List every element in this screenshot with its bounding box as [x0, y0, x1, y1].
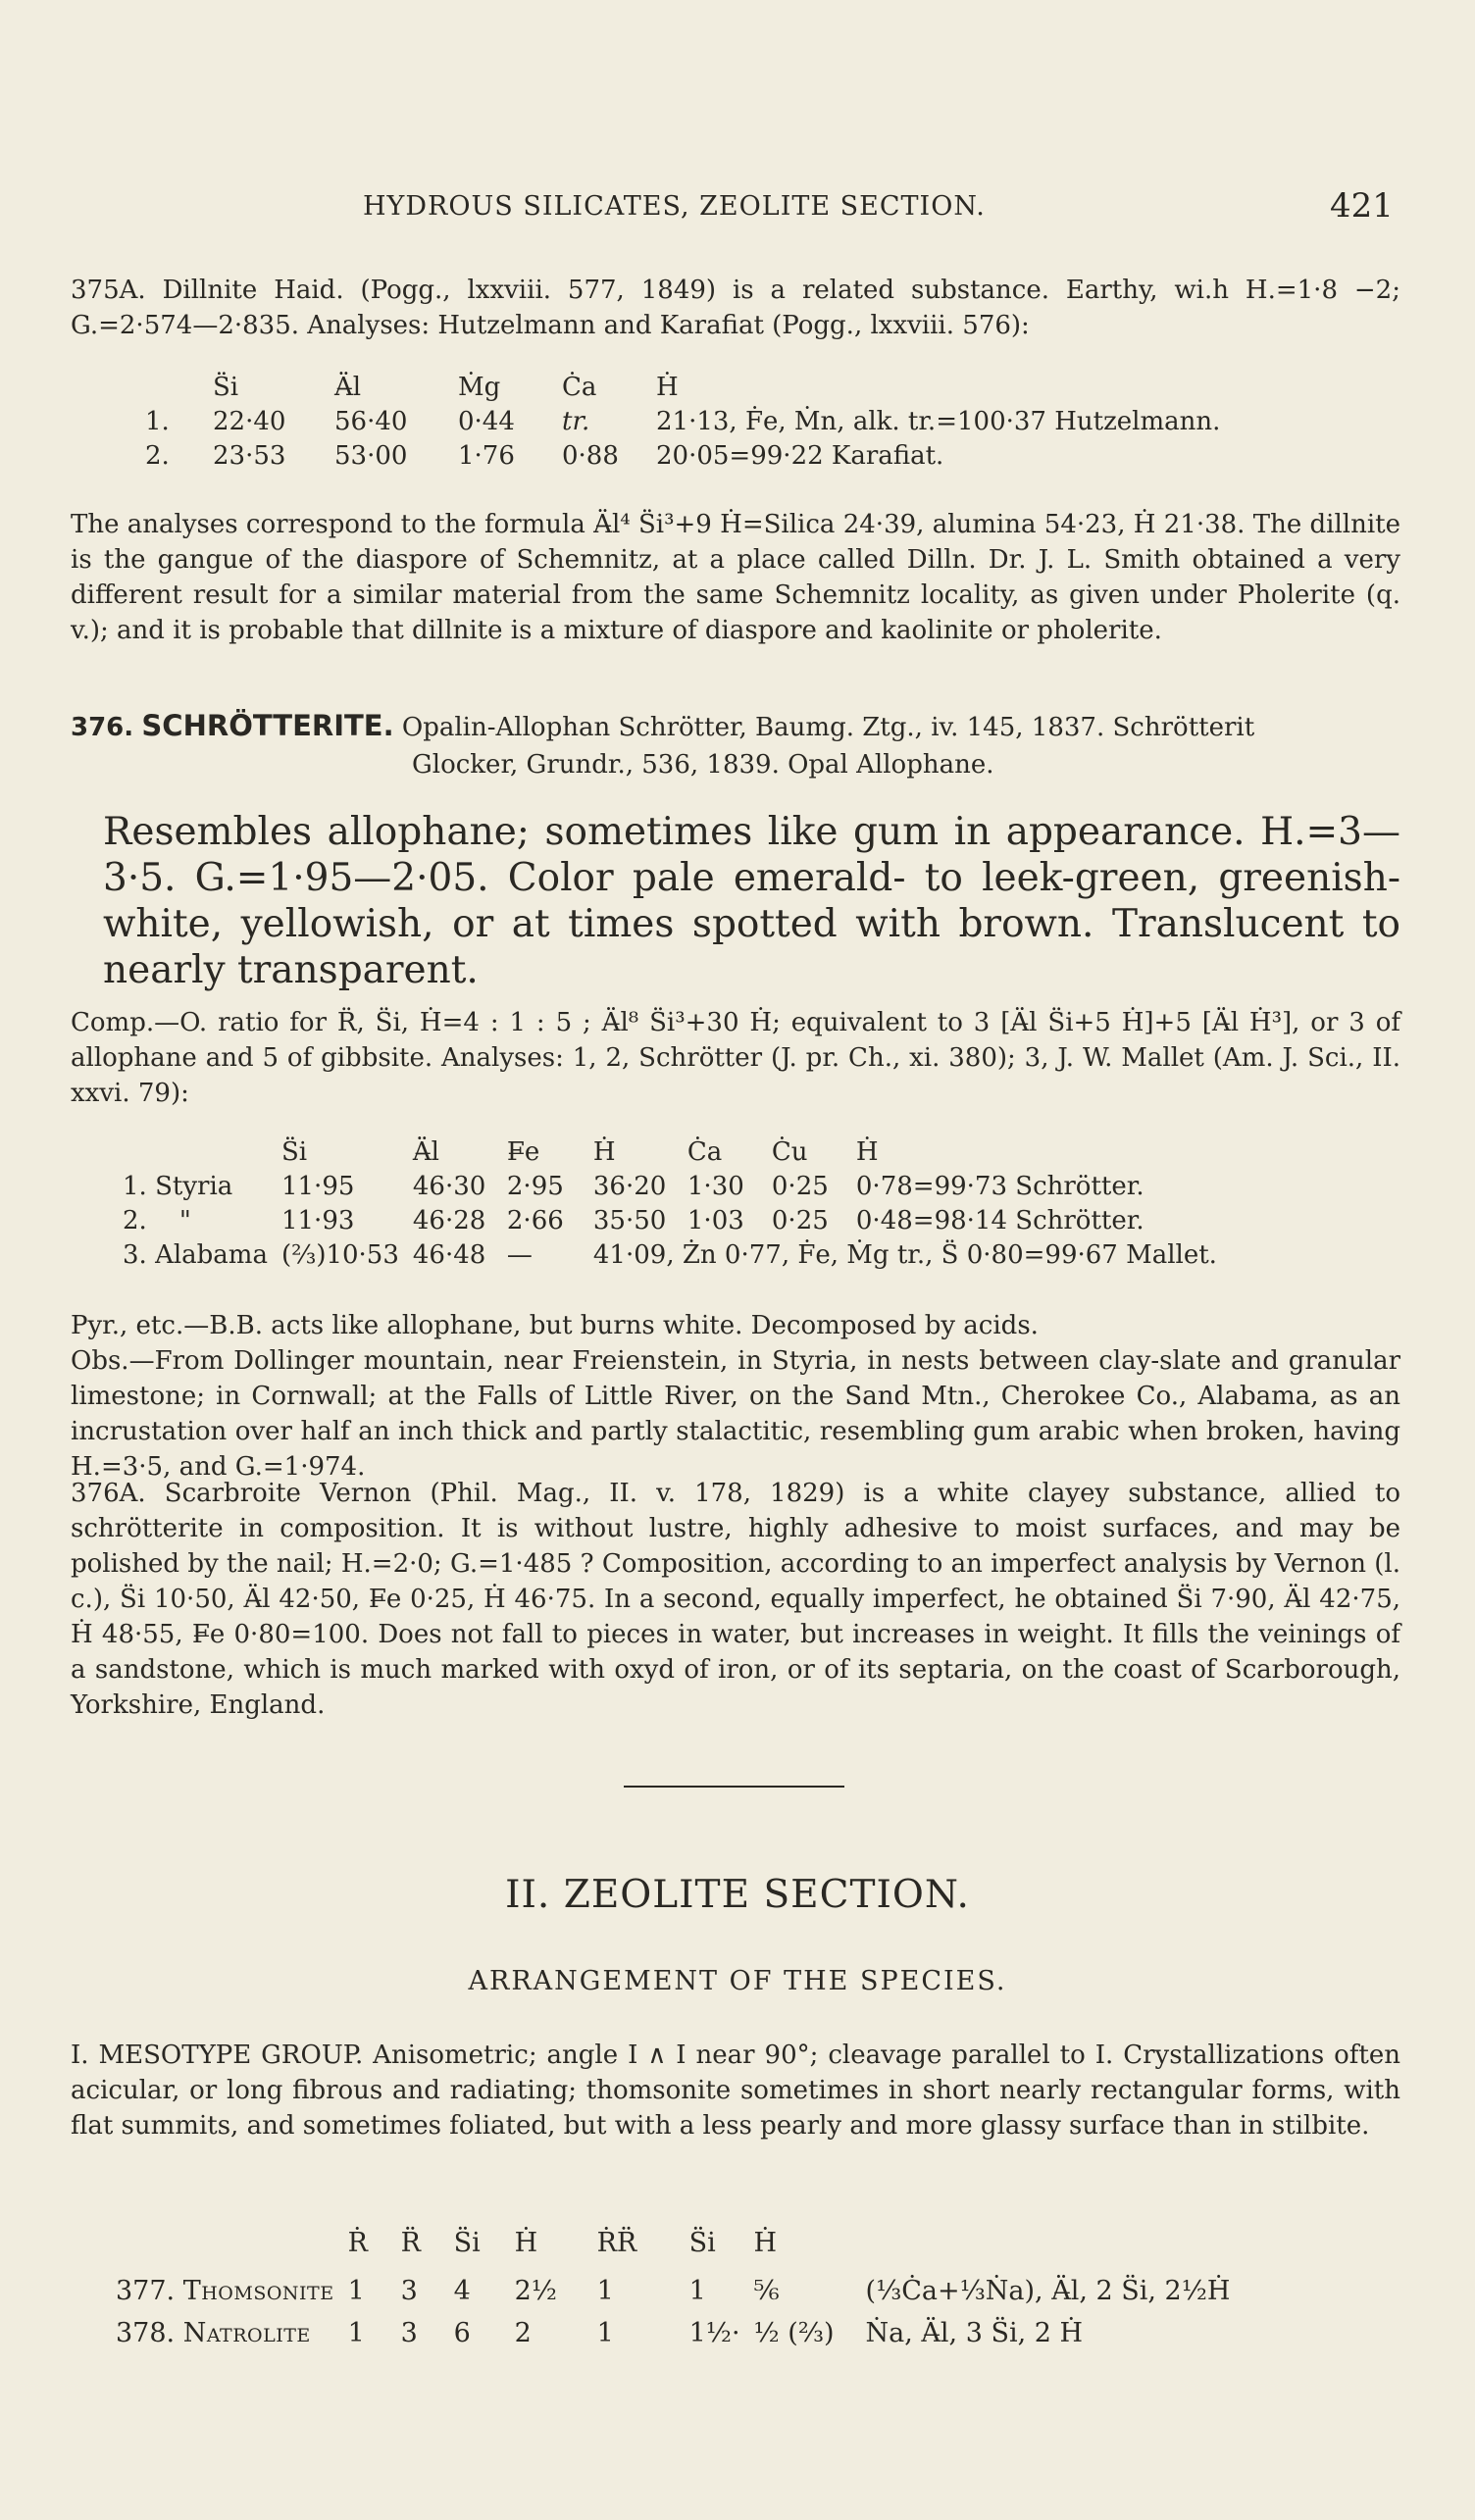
table-cell: 3: [400, 2318, 418, 2348]
scarbroite-paragraph: 376A. Scarbroite Vernon (Phil. Mag., II. v. 178, 1829) is a white clayey substance, allied to schrötterite in composition. It is without lustre, highly adhesive to moist surfaces, and may be polished by the nail; H.=2·0; G.=1·485 ? Composition, according to an imperfect analysis by Vernon (l. c.), S̈i 10·50, Ä̶l 42·50, F̶e 0·25, Ḣ 46·75. In a second, equally imperfect, he obtained S̈i 7·90, Ä̶l 42·75, Ḣ 48·55, F̶e 0·80=100. Does not fall to pieces in water, but increases in weight. It fills the veinings of a sandstone, which is much marked with oxyd of iron, or of its septaria, on the coast of Scarborough, Yorkshire, England.: [71, 1479, 1400, 1720]
table-header-cell: F̶e: [506, 1137, 540, 1167]
synonyms-line-2: Glocker, Grundr., 536, 1839. Opal Allophane.: [412, 750, 994, 780]
schrotterite-description: Resembles allophane; sometimes like gum in appearance. H.=3—3·5. G.=1·95—2·05. Color pale emerald- to leek-green, greenish-white, yellowish, or at times spotted with brown. Translucent to nearly transparent.: [103, 810, 1400, 992]
table-row: [123, 1204, 1231, 1238]
running-header: HYDROUS SILICATES, ZEOLITE SECTION.: [363, 191, 986, 222]
table-cell: 1: [347, 2318, 365, 2348]
table-header-cell: [123, 1135, 281, 1170]
table-cell: 2·66: [506, 1206, 564, 1235]
species-name: SCHRÖTTERITE.: [141, 709, 394, 742]
table-cell: 0·88: [562, 441, 619, 471]
table-header-cell: S̈i: [688, 2228, 716, 2258]
table-cell: 4: [453, 2276, 471, 2306]
species-label: [116, 2316, 348, 2350]
table-row: [145, 439, 1234, 474]
table-cell: 1. Styria: [123, 1172, 233, 1201]
section-title: II. ZEOLITE SECTION.: [505, 1873, 970, 1917]
table-cell: 0·25: [771, 1172, 829, 1201]
table-cell: 36·20: [592, 1172, 667, 1201]
table-cell: 2. ": [123, 1206, 191, 1235]
table-cell: tr.: [562, 407, 590, 436]
table-cell: 22·40: [213, 407, 286, 436]
species-name: Natrolite: [182, 2318, 311, 2348]
species-number: 376.: [71, 713, 134, 742]
table-cell: 11·95: [280, 1172, 355, 1201]
table-header-cell: ṘR̈: [596, 2228, 637, 2258]
table-cell: 56·40: [334, 407, 408, 436]
table-cell: 0·48=98·14 Schrötter.: [855, 1206, 1144, 1235]
table-header-cell: S̈i: [280, 1137, 308, 1167]
table-cell: ⅚: [753, 2276, 780, 2306]
table-header-cell: Ṁg: [458, 373, 501, 402]
table-header-cell: Ċa: [562, 373, 597, 402]
table-header-cell: Ṙ: [347, 2228, 368, 2258]
table-header-cell: Ċa: [687, 1137, 723, 1167]
table-cell: 1.: [145, 407, 170, 436]
table-cell: 0·25: [771, 1206, 829, 1235]
table-header-cell: Ċu: [771, 1137, 808, 1167]
table-header-cell: Ä̶l: [334, 373, 362, 402]
page-number: 421: [1330, 186, 1394, 226]
table-cell: 2½: [514, 2276, 557, 2306]
table-cell: 2·95: [506, 1172, 564, 1201]
table-cell: 3. Alabama: [123, 1240, 268, 1270]
table-header-cell: R̈: [400, 2228, 421, 2258]
table-header-cell: Ḣ: [656, 373, 679, 402]
table-row: [116, 2274, 1244, 2308]
table-cell: 23·53: [213, 441, 286, 471]
table-cell: 46·28: [412, 1206, 486, 1235]
table-cell: 35·50: [592, 1206, 667, 1235]
table-header-cell: Ḣ: [855, 1137, 879, 1167]
table-cell: 0·44: [458, 407, 515, 436]
table-row: [145, 405, 1234, 439]
species-formula: (⅓Ċa+⅓Ṅa), Ä̶l, 2 S̈i, 2½Ḣ: [865, 2276, 1231, 2306]
table-cell: (⅔)10·53: [280, 1240, 399, 1270]
dillnite-note: The analyses correspond to the formula Ä̶l⁴ S̈i³+9 Ḣ=Silica 24·39, alumina 54·23, Ḣ 21·38. The dillnite is the gangue of the diaspore of Schemnitz, at a place called Dilln. Dr. J. L. Smith obtained a very different result for a similar material from the same Schemnitz locality, as given under Pholerite (q. v.); and it is probable that dillnite is a mixture of diaspore and kaolinite or pholerite.: [71, 510, 1400, 645]
table-cell: 2: [514, 2318, 532, 2348]
table-header-cell: Ḣ: [753, 2228, 778, 2258]
table-header-row: [123, 1135, 1231, 1170]
table-cell: 3: [400, 2276, 418, 2306]
table-cell: 21·13, Ḟe, Ṁn, alk. tr.=100·37 Hutzelmann.: [656, 407, 1221, 436]
table-cell: 2.: [145, 441, 170, 471]
table-cell: 53·00: [334, 441, 408, 471]
table-cell: 46·30: [412, 1172, 486, 1201]
mesotype-group-paragraph: I. MESOTYPE GROUP. Anisometric; angle I ∧ I near 90°; cleavage parallel to I. Crystallizations often acicular, or long fibrous and radiating; thomsonite sometimes in short nearly rectangular forms, with flat summits, and sometimes foliated, but with a less pearly and more glassy surface than in stilbite.: [71, 2041, 1400, 2141]
table-cell: 1: [688, 2276, 706, 2306]
table-cell: 6: [453, 2318, 471, 2348]
table-row: [123, 1170, 1231, 1204]
table-header-cell: Ä̶l: [412, 1137, 439, 1167]
section-subtitle: ARRANGEMENT OF THE SPECIES.: [468, 1966, 1007, 1996]
table-row: [116, 2316, 1244, 2350]
table-cell: 20·05=99·22 Karafiat.: [656, 441, 944, 471]
schrotterite-composition: Comp.—O. ratio for R̈, S̈i, Ḣ=4 : 1 : 5 ; Ä̶l⁸ S̈i³+30 Ḣ; equivalent to 3 [Ä̶l S̈i+5 Ḣ]+5 [Ä̶l Ḣ³], or 3 of allophane and 5 of gibbsite. Analyses: 1, 2, Schrötter (J. pr. Ch., xi. 380); 3, J. W. Mallet (Am. J. Sci., II. xxvi. 79):: [71, 1008, 1400, 1108]
table-row: [123, 1238, 1231, 1273]
table-header-cell: S̈i: [213, 373, 239, 402]
table-header-row: [145, 371, 1234, 405]
species-ratio-table: [116, 2226, 1244, 2350]
table-header-cell: Ḣ: [514, 2228, 538, 2258]
schrotterite-heading: [71, 708, 1400, 745]
schrotterite-analysis-table: [123, 1135, 1231, 1273]
species-name: Thomsonite: [182, 2276, 334, 2306]
table-cell: ½ (⅔): [753, 2318, 835, 2348]
table-cell: 1: [596, 2318, 614, 2348]
species-number: 378.: [116, 2318, 176, 2348]
table-cell: 0·78=99·73 Schrötter.: [855, 1172, 1144, 1201]
species-formula: Ṅa, Ä̶l, 3 S̈i, 2 Ḣ: [865, 2318, 1084, 2348]
dillnite-analysis-table: [145, 371, 1234, 474]
observations: Obs.—From Dollinger mountain, near Freienstein, in Styria, in nests between clay-slate and granular limestone; in Cornwall; at the Falls of Little River, on the Sand Mtn., Cherokee Co., Alabama, as an incrustation over half an inch thick and partly stalactitic, resembling gum arabic when broken, having H.=3·5, and G.=1·974.: [71, 1346, 1400, 1482]
table-cell: 46·48: [412, 1240, 486, 1270]
table-cell: 1·03: [687, 1206, 744, 1235]
table-cell: 41·09, Żn 0·77, Ḟe, Ṁg tr., S̈ 0·80=99·67 Mallet.: [592, 1240, 1217, 1270]
table-cell: 1·30: [687, 1172, 744, 1201]
table-header-cell: S̈i: [453, 2228, 481, 2258]
species-number: 377.: [116, 2276, 176, 2306]
section-divider: [624, 1786, 844, 1788]
table-cell: —: [506, 1240, 533, 1270]
dillnite-paragraph: 375A. Dillnite Haid. (Pogg., lxxviii. 577, 1849) is a related substance. Earthy, wi.h H.=1·8 −2; G.=2·574—2·835. Analyses: Hutzelmann and Karafiat (Pogg., lxxviii. 576):: [71, 276, 1400, 340]
table-header-row: [116, 2226, 1244, 2260]
species-label: [116, 2274, 348, 2308]
table-cell: 1: [347, 2276, 365, 2306]
table-cell: 11·93: [280, 1206, 355, 1235]
table-cell: 1·76: [458, 441, 515, 471]
table-cell: 1: [596, 2276, 614, 2306]
table-cell: 1½·: [688, 2318, 740, 2348]
synonyms-line-1: Opalin-Allophan Schrötter, Baumg. Ztg., iv. 145, 1837. Schrötterit: [401, 713, 1255, 742]
pyrognostics: Pyr., etc.—B.B. acts like allophane, but burns white. Decomposed by acids.: [71, 1311, 1039, 1340]
table-header-cell: Ḣ: [592, 1137, 616, 1167]
table-header-cell: [145, 371, 213, 405]
